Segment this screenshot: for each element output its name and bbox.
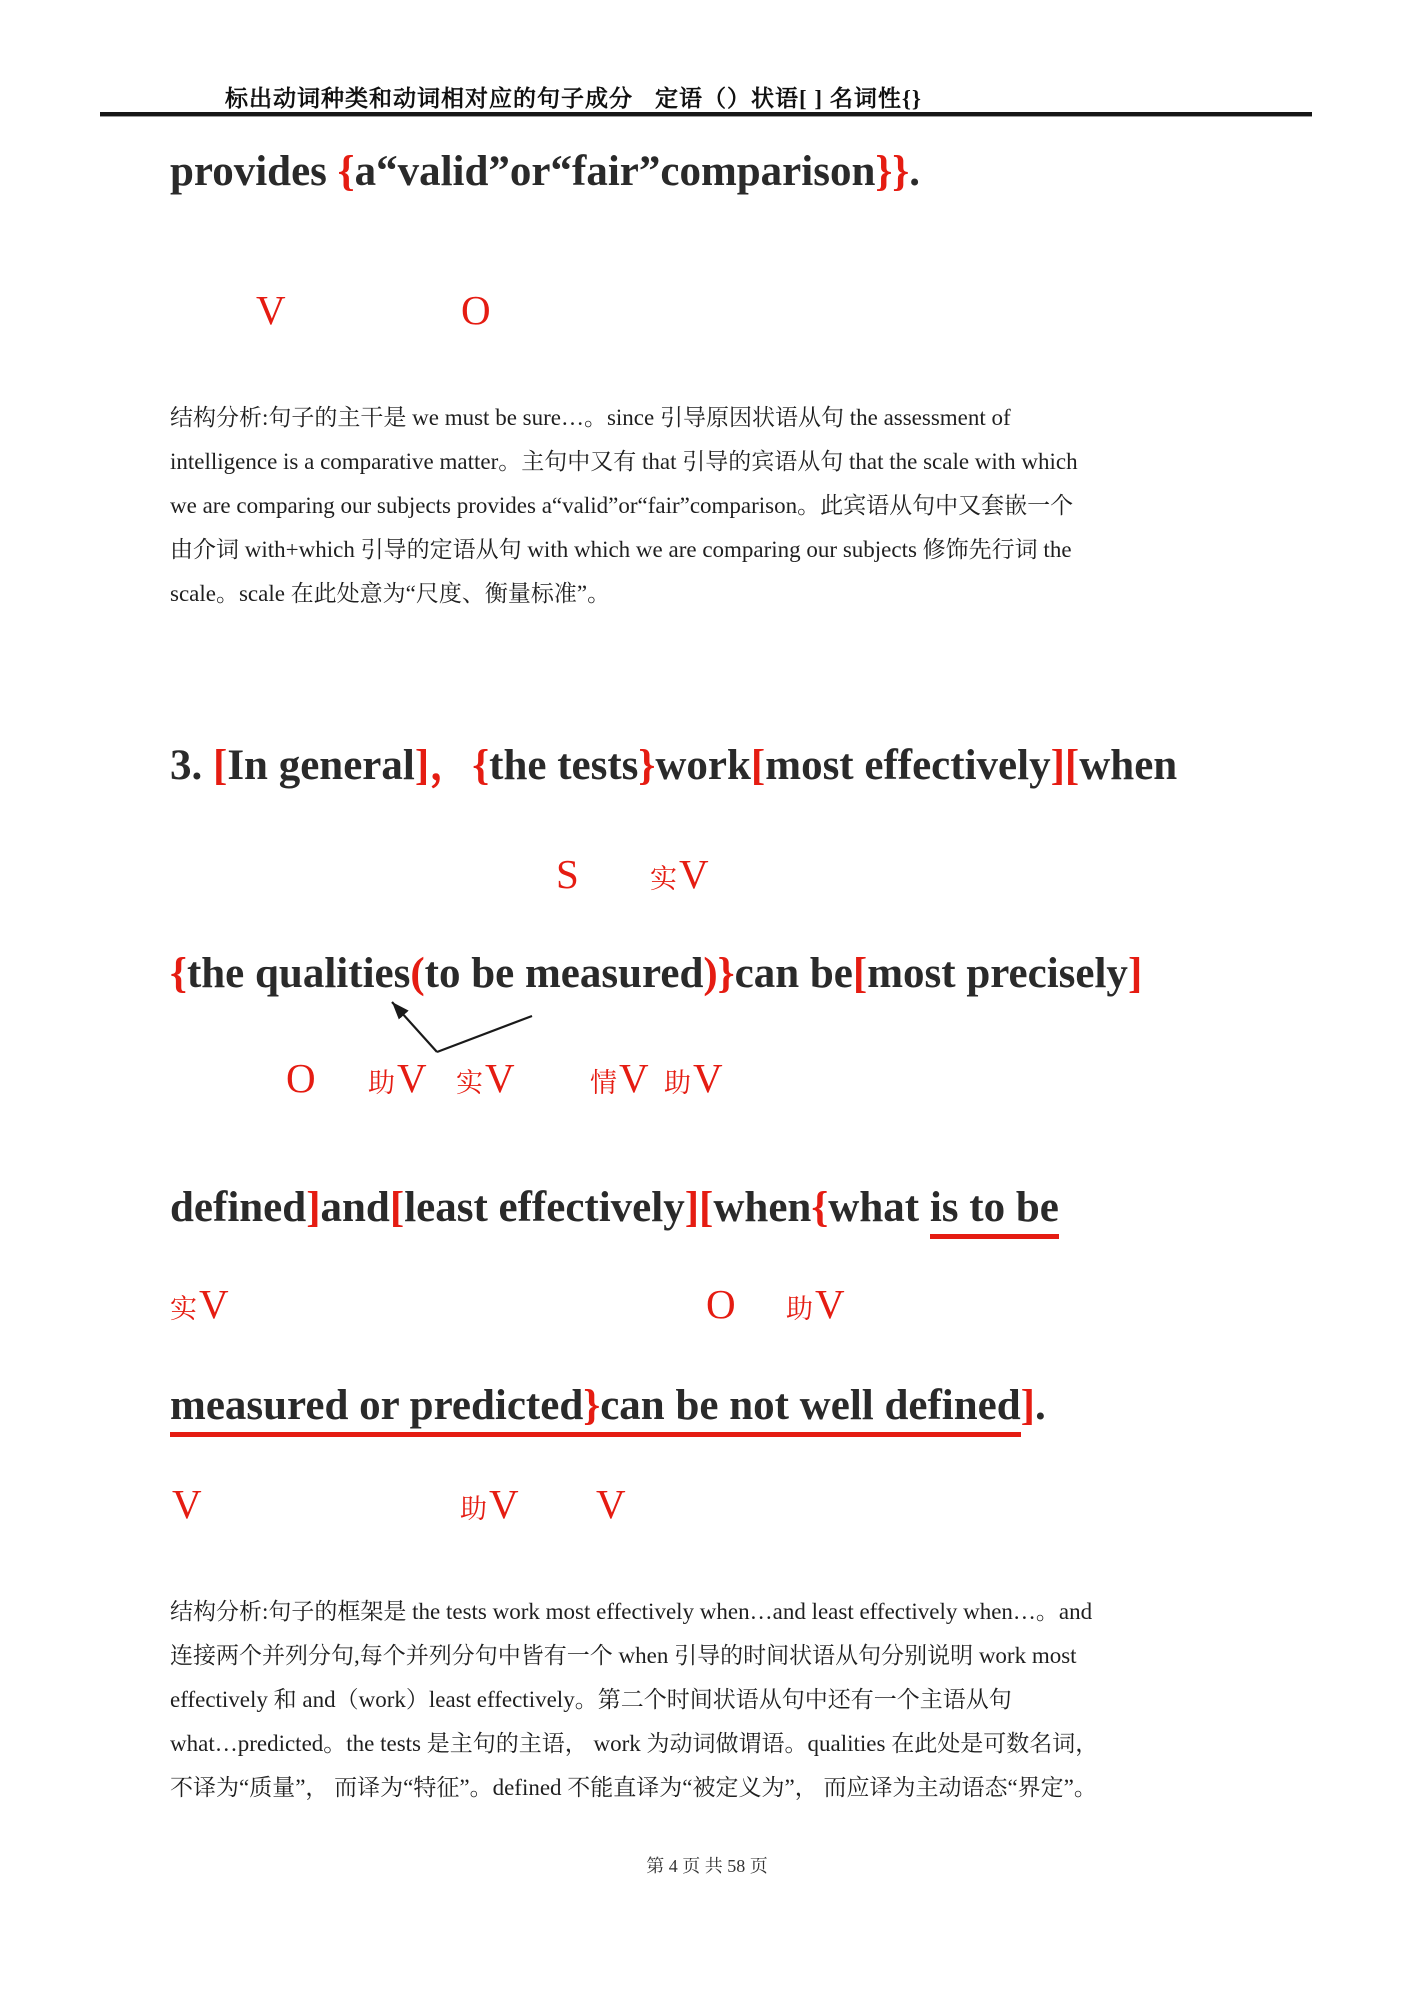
grammar-mark-letter: S — [556, 851, 579, 897]
sentence-text: can be — [734, 950, 853, 997]
header-instruction: 标出动词种类和动词相对应的句子成分 — [225, 86, 633, 111]
arrow-left-line — [392, 1002, 437, 1052]
bracket-mark: ] — [1127, 950, 1143, 997]
bracket-mark: }} — [875, 148, 910, 195]
grammar-mark — [664, 1055, 723, 1101]
grammar-mark — [460, 1481, 519, 1527]
grammar-marks-row-4 — [0, 1281, 1414, 1336]
grammar-marks-row-5 — [0, 1481, 1414, 1536]
grammar-mark — [170, 1281, 229, 1327]
sentence-text: least effectively — [404, 1184, 685, 1231]
sentence-text: the tests — [489, 742, 639, 789]
bracket-mark: [ — [213, 742, 228, 789]
sentence-text: 3. — [170, 742, 213, 789]
bracket-mark: ， — [429, 742, 473, 789]
grammar-mark — [650, 851, 709, 897]
bracket-mark: )} — [703, 950, 735, 997]
grammar-mark-letter: V — [199, 1281, 229, 1327]
grammar-mark-letter: V — [489, 1481, 519, 1527]
bracket-mark: { — [337, 148, 355, 195]
grammar-mark-cn: 情 — [590, 1068, 617, 1098]
grammar-marks-row-3 — [0, 1055, 1414, 1110]
grammar-mark — [590, 1055, 649, 1101]
grammar-mark-cn: 助 — [664, 1068, 691, 1098]
grammar-mark-cn: 实 — [456, 1068, 483, 1098]
grammar-mark — [456, 1055, 515, 1101]
sentence-3-line-2 — [170, 948, 1142, 1000]
header-legend: 定语（）状语[ ] 名词性{} — [655, 86, 922, 111]
bracket-mark: [ — [389, 1184, 405, 1231]
bracket-mark: { — [811, 1184, 829, 1231]
analysis-line: scale。scale 在此处意为“尺度、衡量标准”。 — [170, 581, 611, 606]
analysis-line: 结构分析:句子的主干是 we must be sure…。since 引导原因状语从句 the assessment of — [170, 405, 1011, 430]
header-divider — [100, 112, 1312, 117]
grammar-mark-cn: 实 — [170, 1294, 197, 1324]
sentence-2-tail — [170, 146, 920, 198]
bracket-mark: [ — [750, 742, 766, 789]
analysis-line: 不译为“质量”， 而译为“特征”。defined 不能直译为“被定义为”， 而应译为主动语态“界定”。 — [170, 1775, 1097, 1800]
grammar-mark-letter: O — [286, 1055, 316, 1101]
page-number: 第 4 页 共 58 页 — [646, 1856, 768, 1876]
bracket-mark: ] — [1020, 1382, 1035, 1429]
bracket-mark: ] — [684, 1184, 700, 1231]
sentence-text: most effectively — [765, 742, 1051, 789]
grammar-mark — [256, 287, 286, 333]
grammar-mark-letter: O — [706, 1281, 736, 1327]
grammar-mark — [706, 1281, 736, 1327]
bracket-mark: } — [638, 742, 656, 789]
bracket-mark: ] — [1050, 742, 1065, 789]
bracket-mark: [ — [1064, 742, 1080, 789]
sentence-3-line-1 — [170, 740, 1177, 792]
grammar-marks-row-2 — [0, 851, 1414, 906]
sentence-text: most precisely — [867, 950, 1128, 997]
bracket-mark: { — [170, 950, 187, 997]
sentence-text: . — [1034, 1382, 1046, 1429]
bracket-mark: [ — [699, 1184, 714, 1231]
grammar-mark — [172, 1481, 202, 1527]
sentence-text: . — [909, 148, 920, 195]
grammar-mark — [286, 1055, 316, 1101]
grammar-mark-letter: V — [619, 1055, 649, 1101]
sentence-3-line-3 — [170, 1182, 1059, 1234]
bracket-mark: { — [472, 742, 490, 789]
sentence-text: to be measured — [424, 950, 704, 997]
structure-analysis-1 — [170, 396, 1330, 616]
grammar-mark-letter: V — [679, 851, 709, 897]
grammar-mark — [461, 287, 491, 333]
grammar-mark-letter: V — [256, 287, 286, 333]
sentence-text: work — [655, 742, 751, 789]
bracket-mark: ] — [414, 742, 430, 789]
sentence-text: defined — [170, 1184, 307, 1231]
sentence-text: provides — [170, 148, 338, 195]
grammar-mark-letter: V — [693, 1055, 723, 1101]
sentence-text: measured or predicted — [170, 1382, 583, 1437]
grammar-mark-cn: 实 — [650, 864, 677, 894]
grammar-mark-letter: V — [596, 1481, 626, 1527]
grammar-mark — [596, 1481, 626, 1527]
bracket-mark: ] — [306, 1184, 321, 1231]
structure-analysis-2 — [170, 1590, 1330, 1810]
analysis-line: 结构分析:句子的框架是 the tests work most effectively when…and least effectively when…。and — [170, 1599, 1093, 1624]
bracket-mark: ( — [410, 950, 425, 997]
grammar-marks-row-1 — [0, 287, 1414, 342]
analysis-line: intelligence is a comparative matter。主句中又有 that 引导的宾语从句 that the scale with which — [170, 449, 1078, 474]
grammar-mark-cn: 助 — [460, 1494, 487, 1524]
grammar-mark-letter: V — [485, 1055, 515, 1101]
analysis-line: effectively 和 and（work）least effectively。第二个时间状语从句中还有一个主语从句 — [170, 1687, 1012, 1712]
grammar-mark-letter: V — [172, 1481, 202, 1527]
grammar-mark-letter: V — [815, 1281, 845, 1327]
grammar-mark-letter: V — [397, 1055, 427, 1101]
sentence-text: and — [320, 1184, 390, 1231]
analysis-line: 连接两个并列分句,每个并列分句中皆有一个 when 引导的时间状语从句分别说明 work most — [170, 1643, 1077, 1668]
arrow-annotation — [320, 990, 550, 1065]
analysis-line: we are comparing our subjects provides a“valid”or“fair”comparison。此宾语从句中又套嵌一个 — [170, 493, 1074, 518]
sentence-text: a“valid”or“fair”comparison — [354, 148, 876, 195]
sentence-3-line-4 — [170, 1380, 1046, 1432]
bracket-mark: [ — [852, 950, 868, 997]
grammar-mark-cn: 助 — [786, 1294, 813, 1324]
arrow-right-line — [437, 1016, 532, 1052]
sentence-text: In general — [227, 742, 415, 789]
grammar-mark — [368, 1055, 427, 1101]
grammar-mark — [786, 1281, 845, 1327]
grammar-mark-cn: 助 — [368, 1068, 395, 1098]
sentence-text: when — [1079, 742, 1178, 789]
bracket-mark: } — [583, 1382, 600, 1437]
analysis-line: 由介词 with+which 引导的定语从句 with which we are comparing our subjects 修饰先行词 the — [170, 537, 1072, 562]
sentence-text: what — [828, 1184, 930, 1231]
analysis-line: what…predicted。the tests 是主句的主语， work 为动词做谓语。qualities 在此处是可数名词， — [170, 1731, 1099, 1756]
grammar-mark-letter: O — [461, 287, 491, 333]
grammar-mark — [556, 851, 579, 897]
sentence-text: the qualities — [186, 950, 411, 997]
sentence-text: when — [713, 1184, 812, 1231]
sentence-text: can be not well defined — [600, 1382, 1020, 1437]
sentence-text: is to be — [930, 1184, 1059, 1239]
